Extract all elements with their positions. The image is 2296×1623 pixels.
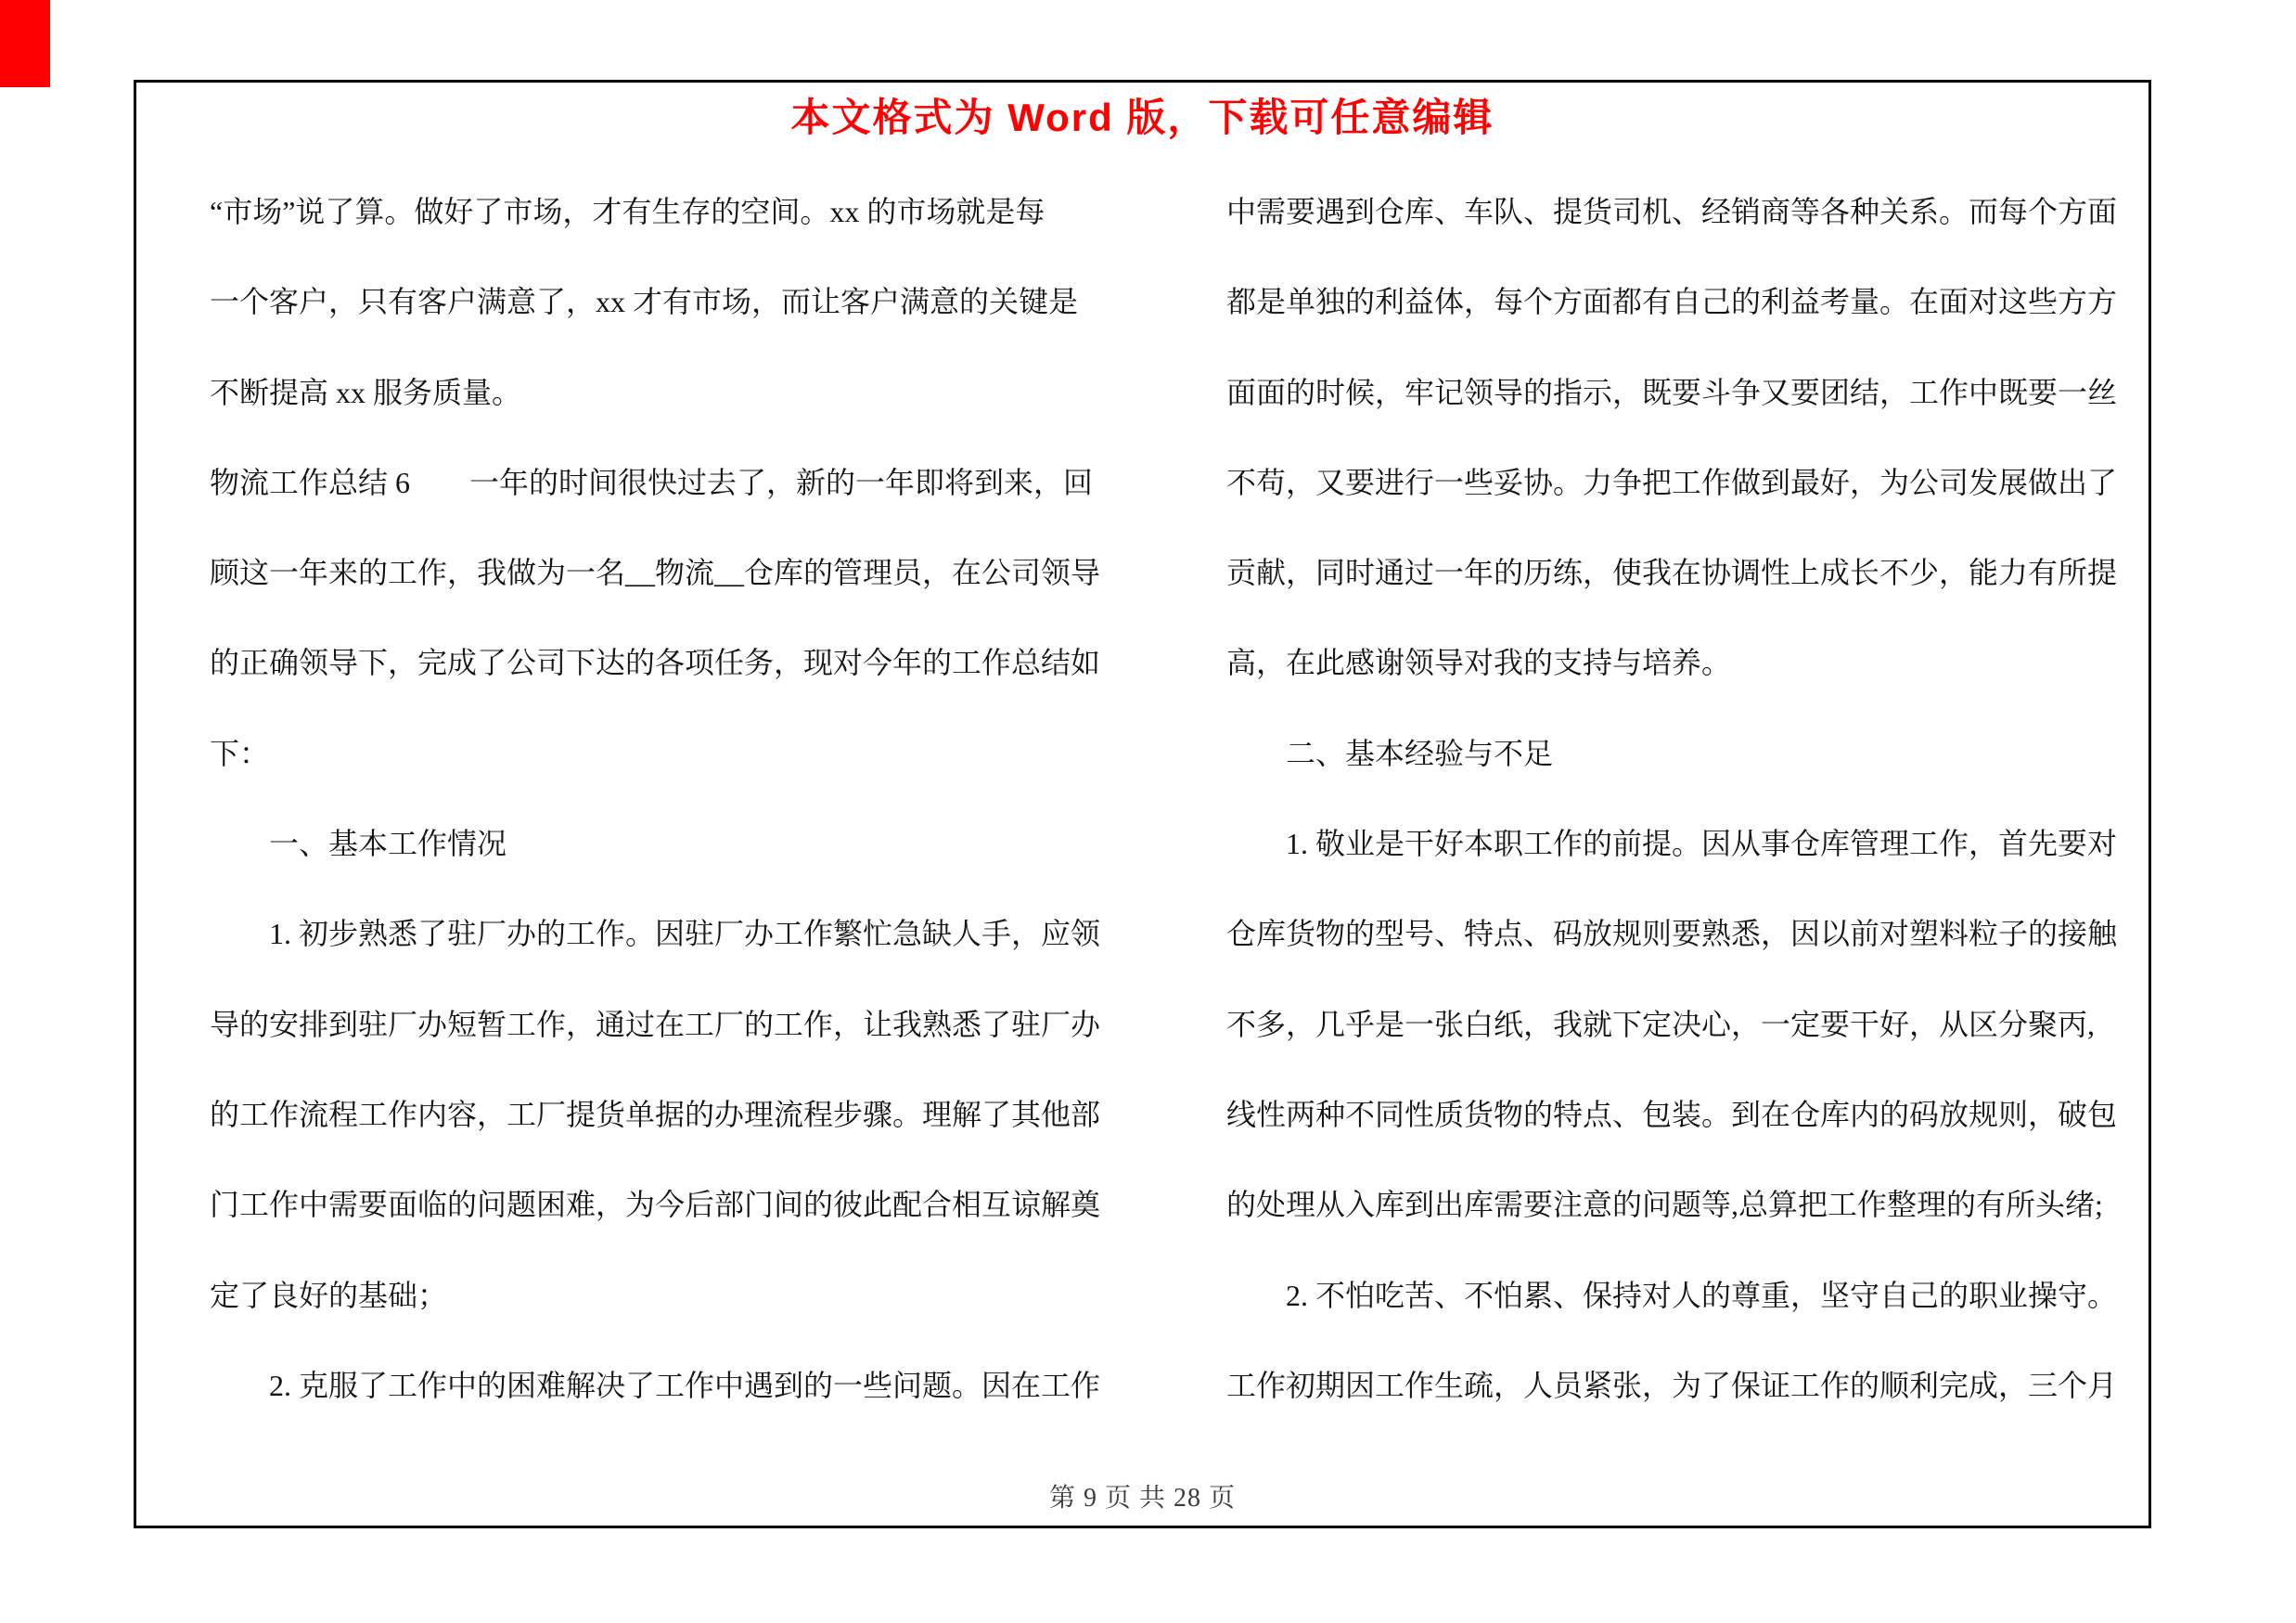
text-line: 线性两种不同性质货物的特点、包装。到在仓库内的码放规则，破包 <box>1226 1097 2118 1131</box>
document-watermark-title: 本文格式为 Word 版，下载可任意编辑 <box>790 96 1494 139</box>
text-line: 二、基本经验与不足 <box>1226 736 1554 770</box>
text-line: 物流工作总结 6 一年的时间很快过去了，新的一年即将到来，回 <box>210 465 1094 499</box>
text-line: 顾这一年来的工作，我做为一名__物流__仓库的管理员，在公司领导 <box>210 556 1101 590</box>
text-line: 都是单独的利益体，每个方面都有自己的利益考量。在面对这些方方 <box>1226 285 2118 319</box>
text-line: 不多，几乎是一张白纸，我就下定决心，一定要干好，从区分聚丙, <box>1226 1007 2096 1041</box>
text-line: 定了良好的基础； <box>210 1278 448 1312</box>
page-number-footer: 第 9 页 共 28 页 <box>1048 1484 1236 1513</box>
text-line: 一个客户，只有客户满意了，xx 才有市场，而让客户满意的关键是 <box>210 285 1079 319</box>
text-line: 的处理从入库到出库需要注意的问题等,总算把工作整理的有所头绪; <box>1226 1188 2103 1222</box>
text-column-right <box>1226 167 2147 1431</box>
text-line: 2. 不怕吃苦、不怕累、保持对人的尊重，坚守自己的职业操守。 <box>1226 1278 2118 1312</box>
text-line: 的正确领导下，完成了公司下达的各项任务，现对今年的工作总结如 <box>210 646 1101 680</box>
text-line: 下： <box>210 736 270 770</box>
text-line: 不断提高 xx 服务质量。 <box>210 375 522 409</box>
text-line: 面面的时候，牢记领导的指示，既要斗争又要团结，工作中既要一丝 <box>1226 375 2118 409</box>
text-line: 不苟，又要进行一些妥协。力争把工作做到最好，为公司发展做出了 <box>1226 465 2118 499</box>
text-line: 1. 敬业是干好本职工作的前提。因从事仓库管理工作，首先要对 <box>1226 827 2118 861</box>
text-line: 工作初期因工作生疏，人员紧张，为了保证工作的顺利完成，三个月 <box>1226 1368 2118 1402</box>
text-line: 一、基本工作情况 <box>210 827 507 861</box>
text-column-left <box>210 167 1123 1431</box>
text-line: 1. 初步熟悉了驻厂办的工作。因驻厂办工作繁忙急缺人手，应领 <box>210 917 1101 951</box>
text-line: 导的安排到驻厂办短暂工作，通过在工厂的工作，让我熟悉了驻厂办 <box>210 1007 1101 1041</box>
text-line: “市场”说了算。做好了市场，才有生存的空间。xx 的市场就是每 <box>210 195 1045 228</box>
text-line: 的工作流程工作内容，工厂提货单据的办理流程步骤。理解了其他部 <box>210 1097 1101 1131</box>
text-line: 高，在此感谢领导对我的支持与培养。 <box>1226 646 1732 680</box>
text-line: 2. 克服了工作中的困难解决了工作中遇到的一些问题。因在工作 <box>210 1368 1101 1402</box>
text-line: 中需要遇到仓库、车队、提货司机、经销商等各种关系。而每个方面 <box>1226 195 2118 228</box>
red-corner-mark <box>0 0 50 87</box>
text-line: 仓库货物的型号、特点、码放规则要熟悉，因以前对塑料粒子的接触 <box>1226 917 2118 951</box>
text-line: 贡献，同时通过一年的历练，使我在协调性上成长不少，能力有所提 <box>1226 556 2118 590</box>
text-line: 门工作中需要面临的问题困难，为今后部门间的彼此配合相互谅解奠 <box>210 1188 1101 1222</box>
